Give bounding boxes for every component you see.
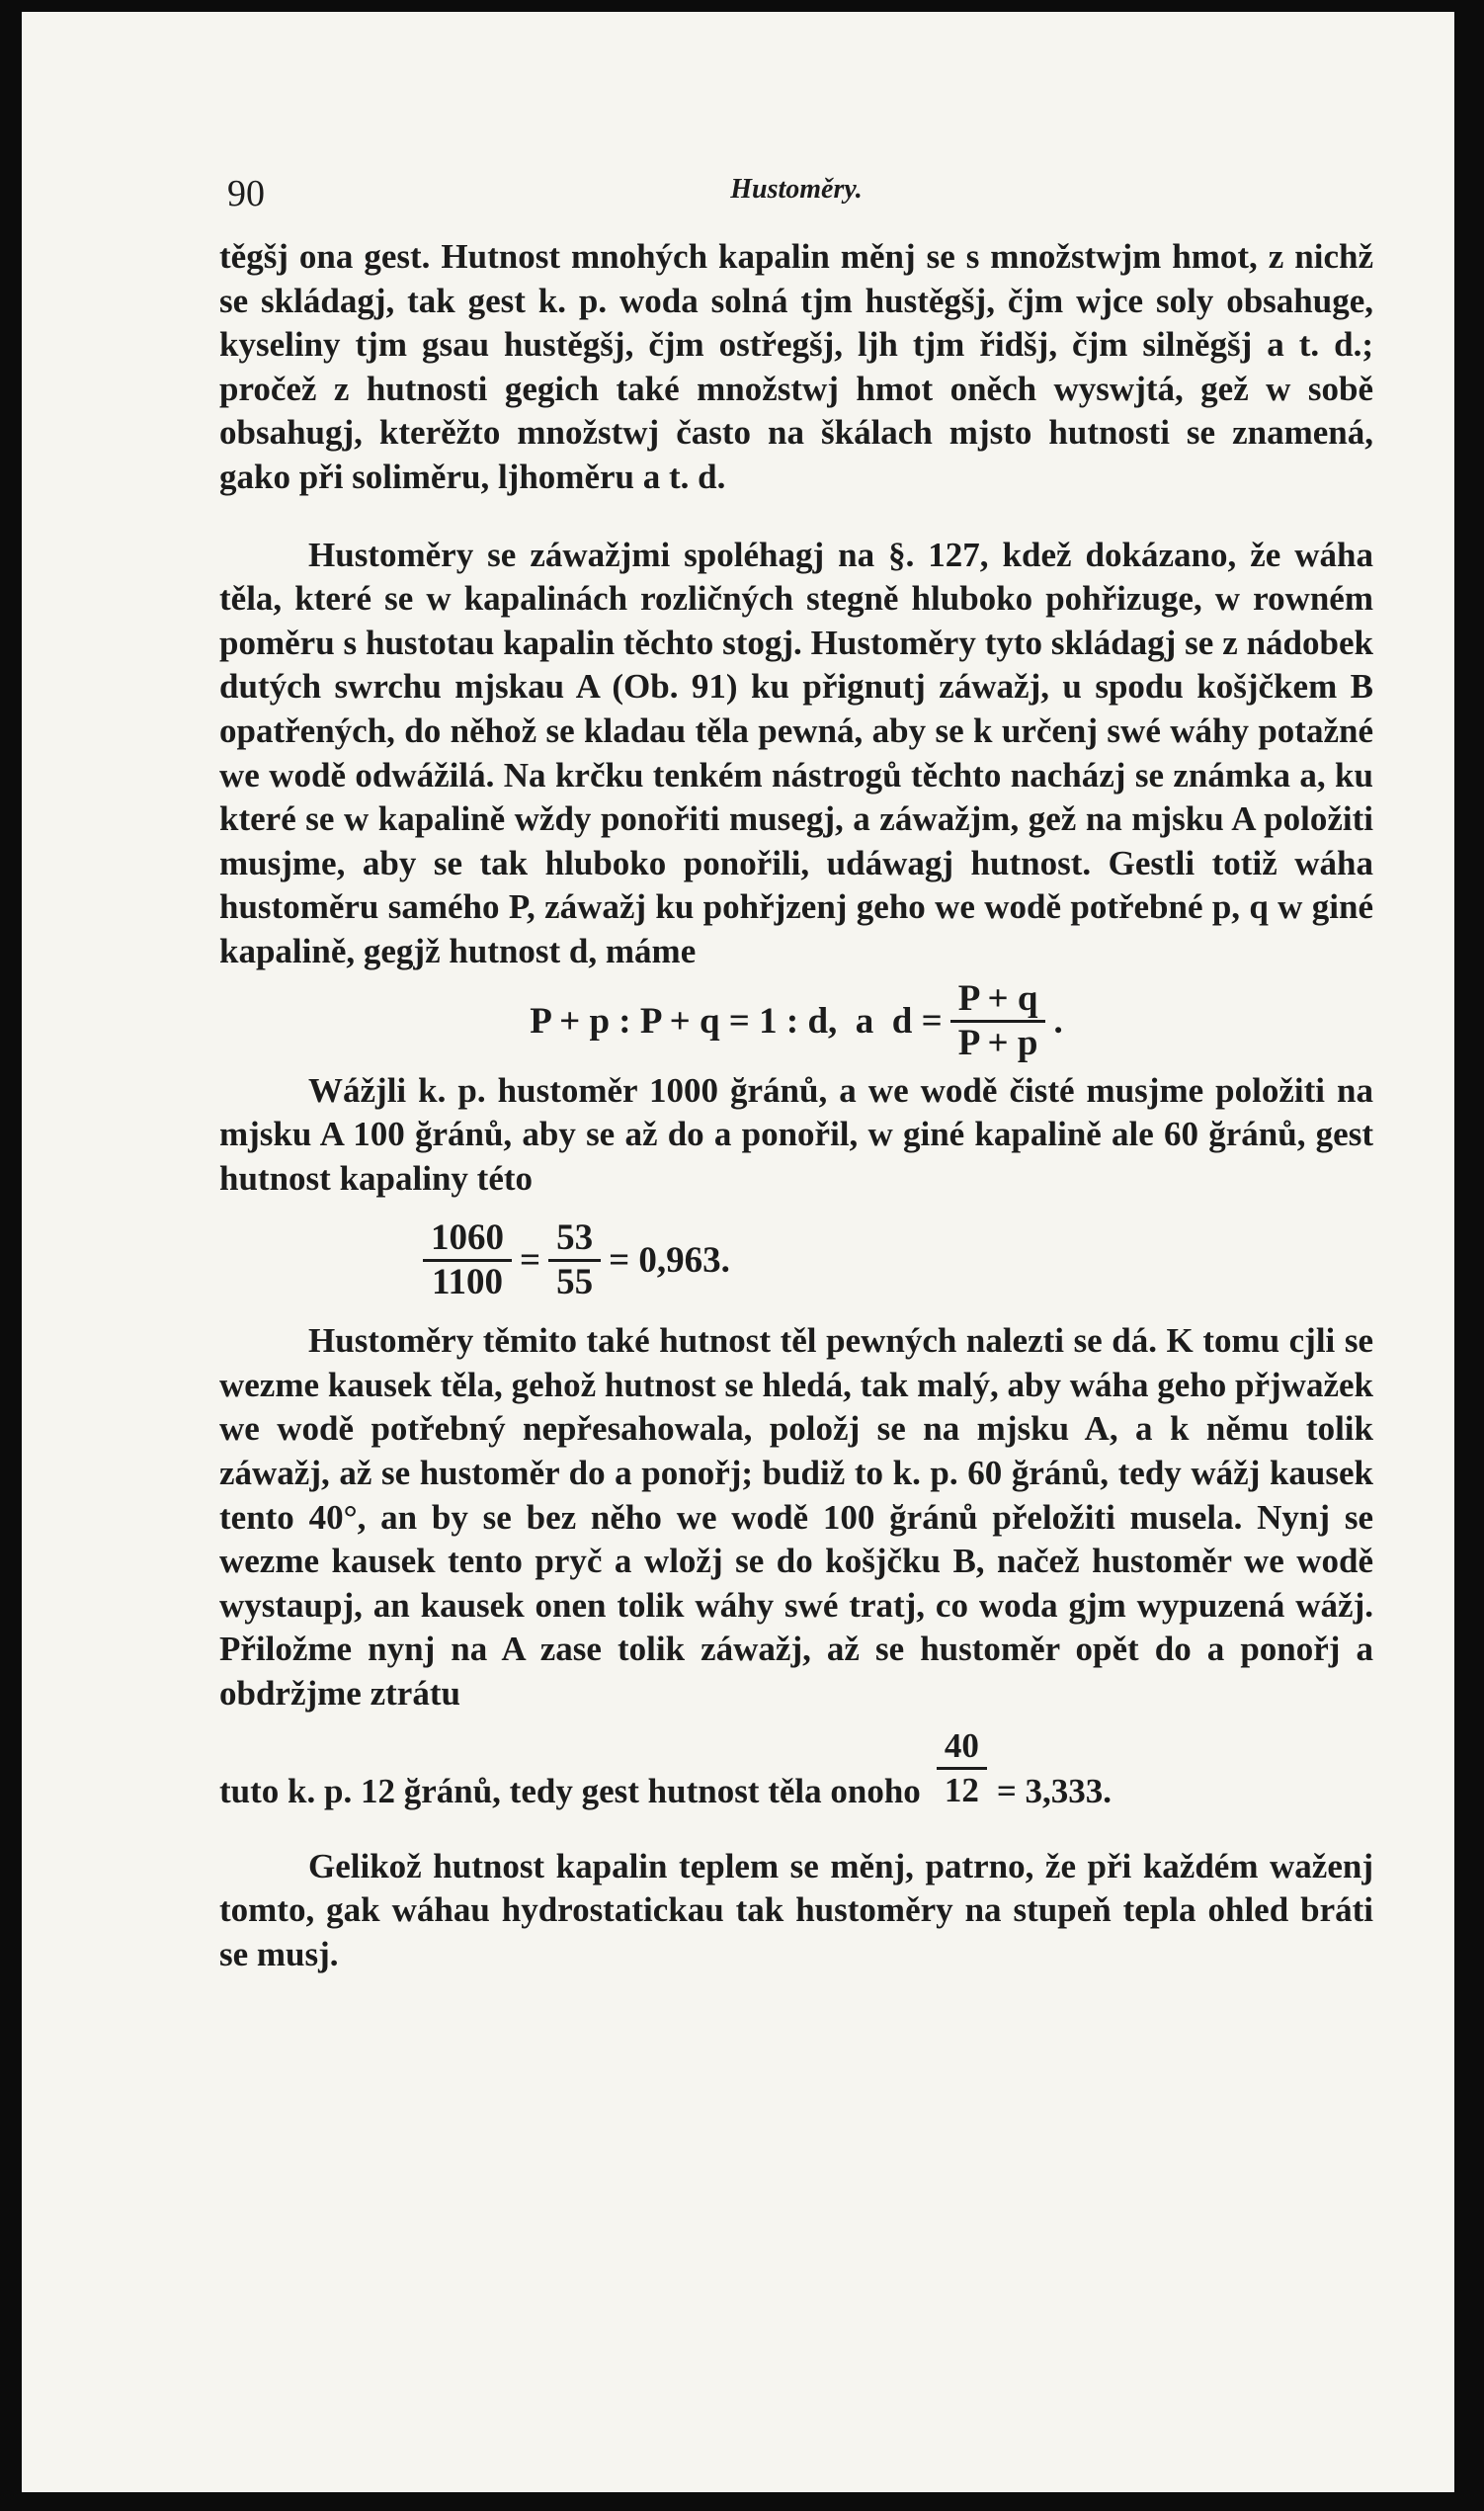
paragraph-4-fraction bbox=[937, 1725, 987, 1811]
equation-2-fraction-2 bbox=[548, 1217, 601, 1303]
fraction-denominator: 12 bbox=[944, 1770, 979, 1809]
running-head: Hustoměry. bbox=[730, 174, 863, 205]
paragraph-4 bbox=[219, 1319, 1373, 1716]
equation-1-end: . bbox=[1053, 1001, 1063, 1042]
paragraph-1 bbox=[219, 235, 1373, 500]
fraction-numerator: 40 bbox=[944, 1725, 979, 1765]
equation-1-lhs: P + p : P + q = 1 : d, a d = bbox=[530, 1001, 943, 1042]
paragraph-3-text: Wážjli k. p. hustoměr 1000 ğránů, a we wodě čisté musjme položiti na mjsku A 100 ğránů, aby se až do a ponořil, w giné kapalině ale 60 ğránů, gest hutnost kapaliny této bbox=[219, 1070, 1373, 1198]
fraction-numerator: 53 bbox=[556, 1216, 594, 1258]
paragraph-1-text: těgšj ona gest. Hutnost mnohých kapalin měnj se s množstwjm hmot, z nichž se skládagj, tak gest k. p. woda solná tjm hustěgšj, čjm wjce soly obsahuge, kyseliny tjm gsau hustěgšj, čjm ostřegšj, ljh tjm řidšj, čjm silněgšj a t. d.; pročež z hutnosti gegich také množstwj hmot oněch wyswjtá, gež w sobě obsahugj, kterěžto množstwj často na škálach mjsto hutnosti se znamená, gako při soliměru, ljhoměru a t. d. bbox=[219, 237, 1373, 496]
paragraph-3 bbox=[219, 1069, 1373, 1202]
paragraph-5 bbox=[219, 1845, 1373, 1977]
equation-2-fraction-1 bbox=[423, 1217, 512, 1303]
equals-sign: = bbox=[520, 1239, 541, 1281]
spacer bbox=[219, 500, 1373, 534]
fraction-denominator: 1100 bbox=[432, 1261, 503, 1302]
page-content bbox=[219, 168, 1373, 1976]
paragraph-2 bbox=[219, 534, 1373, 974]
paragraph-4-text: Hustoměry těmito také hutnost těl pewných nalezti se dá. K tomu cjli se wezme kausek těla, gehož hutnost se hledá, tak malý, aby wáha geho přjwažek we wodě potřebný nepřesahowala, položj se na mjsku A, a k němu tolik záwažj, až se hustoměr do a ponořj; budiž to k. p. 60 ğránů, tedy wážj kausek tento 40°, an by se bez něho we wodě 100 ğránů přeložiti musela. Nynj se wezme kausek tento pryč a wložj se do košjčku B, načež hustoměr we wodě wystaupj, an kausek onen tolik wáhy swé tratj, co woda gjm wypuzená wážj. Přiložme nynj na A zase tolik záwažj, až se hustoměr opět do a ponořj a obdržjme ztrátu bbox=[219, 1321, 1373, 1714]
paragraph-4-last-line bbox=[219, 1716, 1373, 1811]
book-page bbox=[22, 12, 1454, 2492]
fraction-denominator: 55 bbox=[556, 1261, 594, 1302]
page-number: 90 bbox=[227, 173, 265, 214]
page-header bbox=[219, 168, 1373, 217]
equation-2-result: = 0,963. bbox=[609, 1239, 730, 1281]
paragraph-4-result: = 3,333. bbox=[996, 1771, 1113, 1810]
equation-1 bbox=[219, 974, 1373, 1069]
fraction-numerator: P + q bbox=[957, 978, 1038, 1019]
equation-1-fraction bbox=[950, 978, 1046, 1064]
spacer bbox=[219, 217, 1373, 235]
fraction-numerator: 1060 bbox=[431, 1216, 504, 1258]
paragraph-5-text: Gelikož hutnost kapalin teplem se měnj, patrno, že při každém waženj tomto, gak wáhau hydrostatickau tak hustoměry na stupeň tepla ohled bráti se musj. bbox=[219, 1846, 1373, 1973]
paragraph-2-text: Hustoměry se záwažjmi spoléhagj na §. 127, kdež dokázano, že wáha těla, které se w kapalinách rozličných stegně hluboko pohřizuge, w rowném poměru s hustotau kapalin těchto stogj. Hustoměry tyto skládagj se z nádobek dutých swrchu mjskau A (Ob. 91) ku přignutj záwažj, u spodu košjčkem B opatřených, do něhož se kladau těla pewná, aby se k určenj swé wáhy potažné we wodě odwážilá. Na krčku tenkém nástrogů těchto nacházj se známka a, ku které se w kapalině wždy ponořiti musegj, a záwažjm, gež na mjsku A položiti musjme, aby se tak hluboko ponořili, udáwagj hutnost. Gestli totiž wáha hustoměru samého P, záwažj ku pohřjzenj geho we wodě potřebné p, q w giné kapalině, gegjž hutnost d, máme bbox=[219, 535, 1373, 970]
equation-2 bbox=[219, 1201, 1373, 1319]
paragraph-4-last-text: tuto k. p. 12 ğránů, tedy gest hutnost těla onoho bbox=[219, 1771, 921, 1810]
spacer bbox=[219, 1811, 1373, 1845]
fraction-denominator: P + p bbox=[957, 1023, 1038, 1063]
